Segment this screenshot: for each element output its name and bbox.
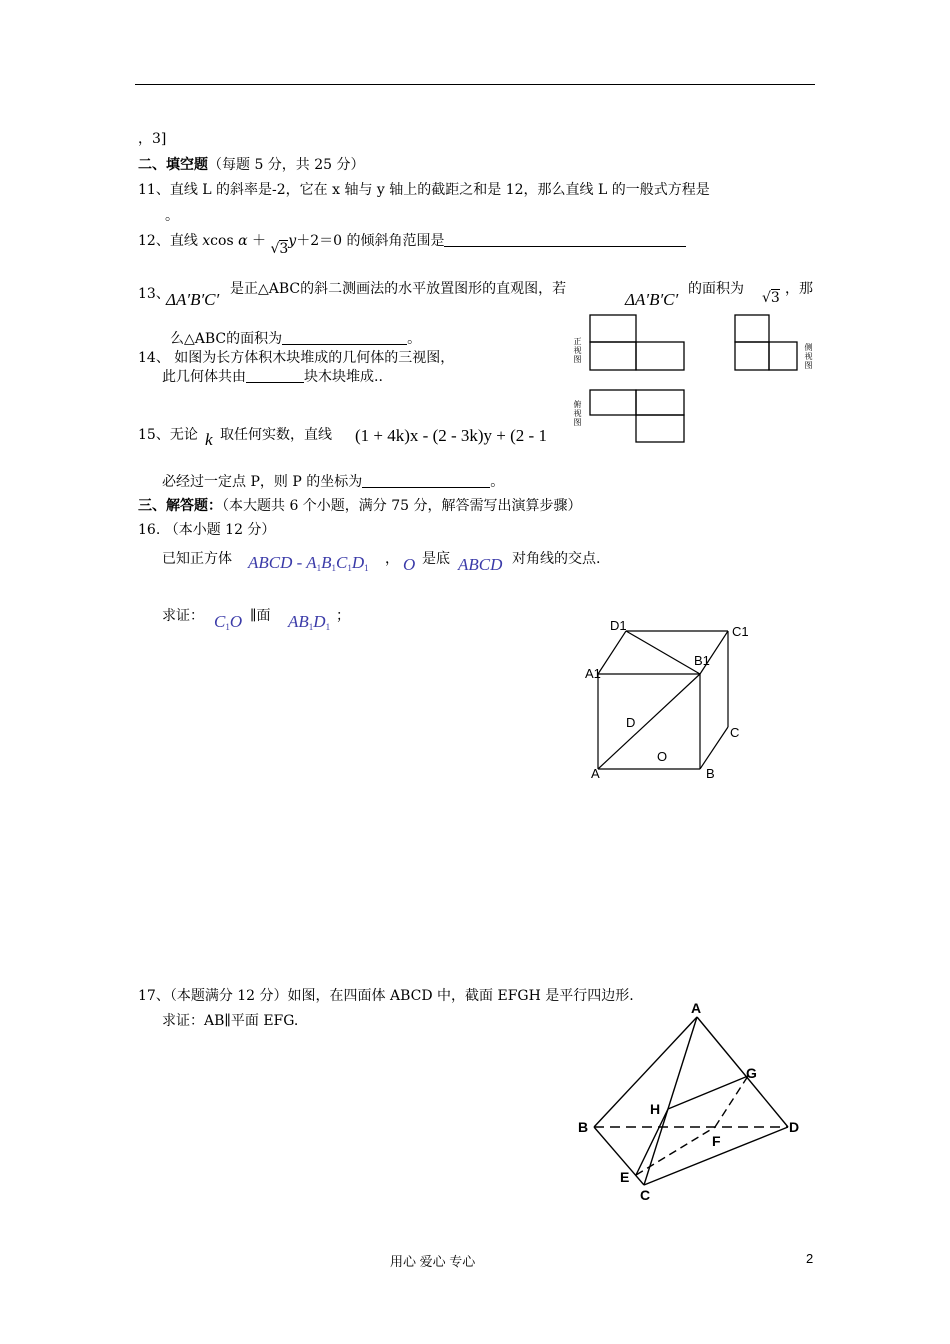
front-view [590, 315, 684, 370]
q15-line2a: 必经过一定点 P，则 P 的坐标为 [162, 474, 363, 490]
q16-cube-d: D [351, 553, 365, 572]
q16-base: ABCD [458, 555, 503, 574]
front-view-label: 正视图 [573, 337, 582, 364]
fragment-text: ，3] [138, 131, 167, 147]
q16-c1o [214, 612, 242, 632]
q13-tri-label-2: ΔA′B′C′ [625, 290, 679, 309]
q16-sub-d1: 1 [364, 563, 369, 573]
q15-line2b: 。 [490, 474, 505, 490]
label-a1: A1 [585, 666, 601, 681]
label-g: G [746, 1065, 757, 1081]
q16-cube-c: C [336, 553, 348, 572]
q16-cube-b: B [321, 553, 332, 572]
label-b: B [578, 1119, 589, 1135]
q12-alpha: α [238, 233, 248, 249]
q16-cube-name [248, 553, 369, 573]
q12-y: y [288, 233, 297, 249]
edge-bc [700, 727, 728, 769]
q17-head: 17、（本题满分 12 分）如图，在四面体 ABCD 中，截面 EFGH 是平行四边形. [138, 988, 634, 1004]
q14-answer-blank[interactable] [246, 368, 304, 383]
section3-note: （本大题共 6 个小题，满分 75 分，解答需写出演算步骤） [222, 498, 582, 514]
header-rule [135, 84, 815, 85]
q12-prefix: 12、直线 [138, 233, 203, 249]
three-views-figure [570, 310, 820, 450]
side-view-label: 侧视图 [804, 343, 813, 370]
q13-sqrt3: 3 [770, 290, 780, 306]
q16-given-pre: 已知正方体 [162, 551, 232, 567]
q15-num: 15、无论 [138, 427, 198, 443]
q16-cube-a: ABCD - A [248, 553, 317, 572]
tetrahedron-figure [570, 1000, 810, 1205]
q15-expr: (1 + 4k)x - (2 - 3k)y + (2 - 1 [355, 426, 547, 445]
edge-bc [594, 1127, 644, 1185]
q14-line2 [162, 366, 383, 386]
section3-title: 三、解答题： [138, 498, 222, 514]
edge-ad [697, 1017, 788, 1127]
label-b: B [706, 766, 715, 781]
q13-tri-label-1: ΔA′B′C′ [166, 290, 220, 309]
top-view [590, 390, 684, 442]
q12-rest: ＋2＝0 的倾斜角范围是 [296, 233, 445, 249]
edge-fg [715, 1076, 748, 1127]
top-view-label: 俯视图 [573, 400, 582, 427]
q12-plus: ＋ [247, 233, 271, 249]
q11-line1: 11、直线 L 的斜率是-2，它在 x 轴与 y 轴上的截距之和是 12，那么直线 L 的一般式方程是 [138, 182, 710, 198]
label-b1: B1 [694, 653, 710, 668]
q16-plane-sub2: 1 [325, 622, 331, 632]
q12-sqrt: √3 [270, 241, 289, 257]
page-number: 2 [806, 1251, 814, 1266]
label-d: D [789, 1119, 800, 1135]
label-c: C [640, 1187, 651, 1203]
label-c: C [730, 725, 740, 740]
footer-motto: 用心 爱心 专心 [390, 1254, 476, 1269]
q13-text3: ，那 [785, 281, 813, 297]
q13-line2 [170, 328, 421, 348]
label-f: F [712, 1133, 721, 1149]
q16-comma: ， [385, 551, 399, 567]
q16-prove: 求证： [162, 608, 204, 624]
q16-given-mid: 是底 [422, 551, 450, 567]
q12-answer-blank[interactable] [444, 232, 686, 247]
q16-O: O [403, 555, 416, 574]
q15-mid: 取任何实数，直线 [220, 427, 332, 443]
section3-heading [138, 495, 582, 515]
q14-line2b: 块木块堆成.. [304, 369, 383, 385]
q16-given-end: 对角线的交点. [512, 551, 601, 567]
q11-line2: 。 [165, 208, 179, 224]
q16-head: 16. （本小题 12 分） [138, 522, 276, 538]
q14-line2a: 此几何体共由 [162, 369, 246, 385]
edge-a1d1 [598, 631, 626, 674]
q13-num: 13、 [138, 286, 170, 302]
q15-k: k [205, 430, 213, 449]
q16-plane-d: D [313, 612, 326, 631]
diag-d1b1 [626, 631, 700, 674]
q12-cos: cos [210, 233, 239, 249]
q16-o: O [229, 612, 243, 631]
q13-line2b: 。 [407, 331, 422, 347]
q16-plane-sub1: 1 [308, 622, 314, 632]
q13-text2: 的面积为 [688, 281, 744, 297]
q15-line2 [162, 471, 504, 491]
label-h: H [650, 1101, 661, 1117]
cube-figure [580, 615, 760, 790]
q15-answer-blank[interactable] [362, 473, 490, 488]
q12-sqrt3: 3 [279, 241, 289, 257]
q16-parallel: ∥面 [250, 608, 271, 624]
q16-c1: C [214, 612, 226, 631]
q16-plane-ab: AB [288, 612, 309, 631]
edge-hg [668, 1076, 748, 1109]
q16-semicolon: ； [336, 608, 350, 624]
label-a: A [591, 766, 600, 781]
q17-prove: 求证：AB∥平面 EFG. [162, 1013, 299, 1029]
q16-sub-a1: 1 [316, 563, 322, 573]
label-o: O [657, 749, 668, 764]
label-e: E [620, 1169, 630, 1185]
q13-text1: 是正△ABC的斜二测画法的水平放置图形的直观图，若 [230, 281, 567, 297]
edge-ab [594, 1017, 697, 1127]
q13-answer-blank[interactable] [282, 330, 407, 345]
q12 [138, 230, 686, 257]
q14-line1: 14、 如图为长方体积木块堆成的几何体的三视图， [138, 350, 455, 366]
diag-ab1 [598, 674, 700, 769]
q13-line2a: 么△ABC的面积为 [170, 331, 283, 347]
q12-x: x [202, 233, 211, 249]
section2-heading [138, 154, 365, 174]
q16-plane [288, 612, 330, 632]
q16-given [162, 548, 232, 568]
label-d1: D1 [610, 618, 627, 633]
section2-note: （每题 5 分，共 25 分） [208, 157, 365, 173]
side-view [735, 315, 797, 370]
section2-title: 二、填空题 [138, 157, 208, 173]
label-d: D [626, 715, 636, 730]
q16-sub-b1: 1 [331, 563, 337, 573]
label-c1: C1 [732, 624, 749, 639]
q16-sub-c1: 1 [347, 563, 352, 573]
q13-sqrt: √3 [762, 290, 780, 306]
q16-c1-sub: 1 [225, 622, 230, 632]
label-a: A [691, 1000, 702, 1016]
